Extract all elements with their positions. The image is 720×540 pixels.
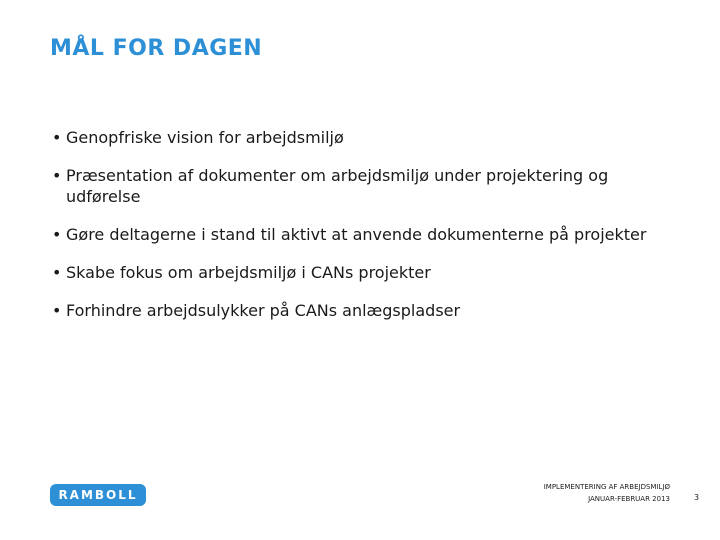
ramboll-logo: RAMBOLL	[50, 484, 146, 506]
bullet-icon: •	[52, 263, 62, 282]
footer-line-date: JANUAR-FEBRUAR 2013	[588, 495, 670, 503]
bullet-icon: •	[52, 225, 62, 244]
bullet-item	[52, 127, 682, 148]
bullet-icon: •	[52, 128, 62, 147]
bullet-text: Gøre deltagerne i stand til aktivt at anvende dokumenterne på projekter	[66, 225, 647, 244]
page-number: 3	[694, 493, 700, 502]
bullet-text: Skabe fokus om arbejdsmiljø i CANs projekter	[66, 263, 431, 282]
bullet-text: Forhindre arbejdsulykker på CANs anlægspladser	[66, 301, 461, 320]
footer-line-project: IMPLEMENTERING AF ARBEJDSMILJØ	[543, 483, 670, 491]
bullet-item	[52, 165, 682, 207]
bullet-text: Præsentation af dokumenter om arbejdsmiljø under projektering og udførelse	[66, 166, 609, 206]
footer-info	[544, 481, 670, 505]
bullet-item	[52, 262, 682, 283]
bullet-text: Genopfriske vision for arbejdsmiljø	[66, 128, 344, 147]
bullet-item	[52, 300, 682, 321]
bullet-icon: •	[52, 301, 62, 320]
bullet-icon: •	[52, 166, 62, 185]
slide-title: MÅL FOR DAGEN	[50, 36, 263, 61]
bullet-item	[52, 224, 682, 245]
bullet-list	[52, 127, 682, 338]
